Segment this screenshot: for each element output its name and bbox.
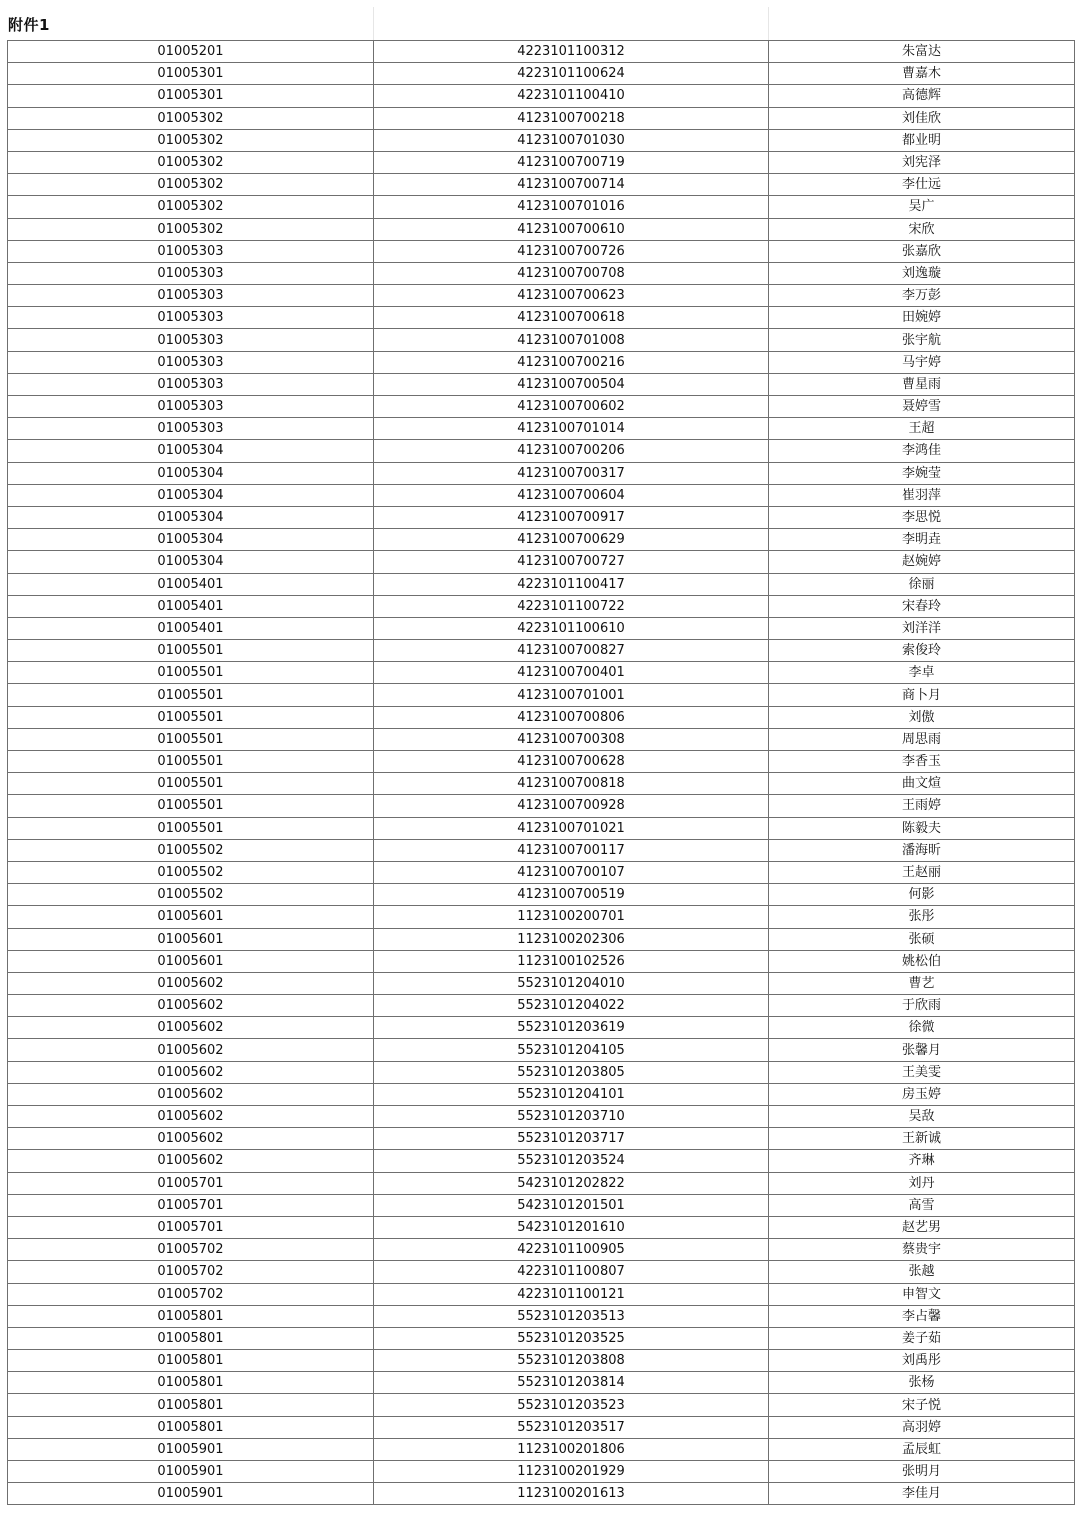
position-code-cell: 01005303	[8, 351, 374, 373]
candidate-name-cell: 刘洋洋	[769, 617, 1075, 639]
table-row	[8, 861, 1075, 883]
position-code-cell: 01005601	[8, 906, 374, 928]
candidate-name-cell: 王新诚	[769, 1128, 1075, 1150]
position-code-cell: 01005901	[8, 1438, 374, 1460]
exam-id-cell: 4223101100610	[374, 617, 769, 639]
table-row	[8, 1039, 1075, 1061]
exam-id-cell: 4123100700218	[374, 107, 769, 129]
candidate-name-cell: 刘逸璇	[769, 262, 1075, 284]
position-code-cell: 01005501	[8, 684, 374, 706]
exam-id-cell: 4223101100722	[374, 595, 769, 617]
table-row	[8, 1261, 1075, 1283]
position-code-cell: 01005303	[8, 285, 374, 307]
table-row	[8, 884, 1075, 906]
table-row	[8, 795, 1075, 817]
position-code-cell: 01005303	[8, 329, 374, 351]
exam-id-cell: 4123100700206	[374, 440, 769, 462]
position-code-cell: 01005401	[8, 617, 374, 639]
table-row	[8, 107, 1075, 129]
position-code-cell: 01005304	[8, 440, 374, 462]
position-code-cell: 01005602	[8, 995, 374, 1017]
candidate-name-cell: 高羽婷	[769, 1416, 1075, 1438]
table-row	[8, 129, 1075, 151]
candidate-name-cell: 刘傲	[769, 706, 1075, 728]
exam-id-cell: 4123100700629	[374, 529, 769, 551]
candidate-name-cell: 李思悦	[769, 506, 1075, 528]
candidate-name-cell: 宋子悦	[769, 1394, 1075, 1416]
position-code-cell: 01005501	[8, 751, 374, 773]
table-row	[8, 484, 1075, 506]
candidate-name-cell: 张明月	[769, 1461, 1075, 1483]
table-row	[8, 351, 1075, 373]
position-code-cell: 01005302	[8, 218, 374, 240]
position-code-cell: 01005701	[8, 1216, 374, 1238]
exam-id-cell: 4123100700602	[374, 396, 769, 418]
table-row	[8, 1216, 1075, 1238]
position-code-cell: 01005601	[8, 928, 374, 950]
exam-id-cell: 4223101100624	[374, 63, 769, 85]
candidate-name-cell: 李佳月	[769, 1483, 1075, 1505]
table-row	[8, 551, 1075, 573]
exam-id-cell: 1123100201929	[374, 1461, 769, 1483]
candidate-name-cell: 齐琳	[769, 1150, 1075, 1172]
candidate-name-cell: 王雨婷	[769, 795, 1075, 817]
exam-id-cell: 5523101203814	[374, 1372, 769, 1394]
table-row	[8, 617, 1075, 639]
table-row	[8, 1327, 1075, 1349]
table-row	[8, 839, 1075, 861]
candidate-name-cell: 何影	[769, 884, 1075, 906]
table-row	[8, 906, 1075, 928]
candidate-name-cell: 陈毅夫	[769, 817, 1075, 839]
position-code-cell: 01005602	[8, 1128, 374, 1150]
exam-id-cell: 4123100700317	[374, 462, 769, 484]
candidate-table	[7, 40, 1075, 1505]
exam-id-cell: 4123100701001	[374, 684, 769, 706]
candidate-name-cell: 蔡贵宇	[769, 1239, 1075, 1261]
table-row	[8, 1483, 1075, 1505]
exam-id-cell: 5523101204010	[374, 972, 769, 994]
exam-id-cell: 4123100701008	[374, 329, 769, 351]
table-row	[8, 262, 1075, 284]
exam-id-cell: 5523101203525	[374, 1327, 769, 1349]
exam-id-cell: 4223101100905	[374, 1239, 769, 1261]
position-code-cell: 01005701	[8, 1194, 374, 1216]
candidate-name-cell: 申智文	[769, 1283, 1075, 1305]
position-code-cell: 01005801	[8, 1394, 374, 1416]
table-row	[8, 1128, 1075, 1150]
table-row	[8, 773, 1075, 795]
position-code-cell: 01005602	[8, 1150, 374, 1172]
exam-id-cell: 1123100200701	[374, 906, 769, 928]
position-code-cell: 01005201	[8, 41, 374, 63]
position-code-cell: 01005301	[8, 85, 374, 107]
position-code-cell: 01005303	[8, 262, 374, 284]
candidate-name-cell: 曹星雨	[769, 373, 1075, 395]
exam-id-cell: 5523101203523	[374, 1394, 769, 1416]
table-row	[8, 995, 1075, 1017]
table-row	[8, 817, 1075, 839]
position-code-cell: 01005601	[8, 950, 374, 972]
position-code-cell: 01005303	[8, 373, 374, 395]
table-row	[8, 1350, 1075, 1372]
exam-id-cell: 5523101203717	[374, 1128, 769, 1150]
candidate-name-cell: 曹艺	[769, 972, 1075, 994]
table-row	[8, 1239, 1075, 1261]
candidate-name-cell: 崔羽萍	[769, 484, 1075, 506]
candidate-name-cell: 高德辉	[769, 85, 1075, 107]
position-code-cell: 01005303	[8, 307, 374, 329]
exam-id-cell: 4123100700714	[374, 174, 769, 196]
candidate-name-cell: 赵婉婷	[769, 551, 1075, 573]
position-code-cell: 01005302	[8, 174, 374, 196]
table-row	[8, 506, 1075, 528]
exam-id-cell: 4123100700623	[374, 285, 769, 307]
position-code-cell: 01005801	[8, 1305, 374, 1327]
exam-id-cell: 4123100700727	[374, 551, 769, 573]
candidate-name-cell: 张杨	[769, 1372, 1075, 1394]
candidate-name-cell: 张宇航	[769, 329, 1075, 351]
position-code-cell: 01005303	[8, 240, 374, 262]
table-row	[8, 1061, 1075, 1083]
candidate-name-cell: 李仕远	[769, 174, 1075, 196]
table-row	[8, 1394, 1075, 1416]
candidate-name-cell: 曲文煊	[769, 773, 1075, 795]
candidate-name-cell: 李香玉	[769, 751, 1075, 773]
table-row	[8, 329, 1075, 351]
position-code-cell: 01005702	[8, 1261, 374, 1283]
candidate-name-cell: 商卜月	[769, 684, 1075, 706]
position-code-cell: 01005501	[8, 773, 374, 795]
exam-id-cell: 4123100700216	[374, 351, 769, 373]
candidate-name-cell: 于欣雨	[769, 995, 1075, 1017]
table-row	[8, 1461, 1075, 1483]
position-code-cell: 01005401	[8, 573, 374, 595]
candidate-name-cell: 姚松伯	[769, 950, 1075, 972]
table-row	[8, 418, 1075, 440]
position-code-cell: 01005602	[8, 1106, 374, 1128]
position-code-cell: 01005801	[8, 1350, 374, 1372]
table-row	[8, 1150, 1075, 1172]
exam-id-cell: 5523101203808	[374, 1350, 769, 1372]
table-row	[8, 307, 1075, 329]
table-row	[8, 440, 1075, 462]
table-row	[8, 1416, 1075, 1438]
exam-id-cell: 4123100700308	[374, 728, 769, 750]
exam-id-cell: 5423101201501	[374, 1194, 769, 1216]
candidate-name-cell: 李婉莹	[769, 462, 1075, 484]
position-code-cell: 01005901	[8, 1483, 374, 1505]
exam-id-cell: 4123100700107	[374, 861, 769, 883]
position-code-cell: 01005501	[8, 662, 374, 684]
attachment-sheet	[7, 7, 1074, 1505]
table-row	[8, 174, 1075, 196]
exam-id-cell: 4123100700610	[374, 218, 769, 240]
table-row	[8, 1283, 1075, 1305]
position-code-cell: 01005702	[8, 1283, 374, 1305]
candidate-name-cell: 刘禹彤	[769, 1350, 1075, 1372]
candidate-name-cell: 李卓	[769, 662, 1075, 684]
candidate-name-cell: 赵艺男	[769, 1216, 1075, 1238]
exam-id-cell: 5523101204101	[374, 1083, 769, 1105]
position-code-cell: 01005501	[8, 817, 374, 839]
exam-id-cell: 4123100700928	[374, 795, 769, 817]
position-code-cell: 01005602	[8, 1039, 374, 1061]
exam-id-cell: 4123100700401	[374, 662, 769, 684]
position-code-cell: 01005301	[8, 63, 374, 85]
position-code-cell: 01005801	[8, 1327, 374, 1349]
position-code-cell: 01005602	[8, 1017, 374, 1039]
exam-id-cell: 5523101204105	[374, 1039, 769, 1061]
exam-id-cell: 4123100700719	[374, 151, 769, 173]
candidate-name-cell: 王超	[769, 418, 1075, 440]
candidate-name-cell: 李鸿佳	[769, 440, 1075, 462]
position-code-cell: 01005401	[8, 595, 374, 617]
candidate-name-cell: 姜子茹	[769, 1327, 1075, 1349]
candidate-name-cell: 刘佳欣	[769, 107, 1075, 129]
candidate-name-cell: 朱富达	[769, 41, 1075, 63]
position-code-cell: 01005304	[8, 462, 374, 484]
table-row	[8, 662, 1075, 684]
table-row	[8, 462, 1075, 484]
table-row	[8, 1083, 1075, 1105]
exam-id-cell: 4123100700818	[374, 773, 769, 795]
candidate-name-cell: 潘海昕	[769, 839, 1075, 861]
exam-id-cell: 4123100700604	[374, 484, 769, 506]
exam-id-cell: 4123100700806	[374, 706, 769, 728]
exam-id-cell: 5523101204022	[374, 995, 769, 1017]
exam-id-cell: 4123100700504	[374, 373, 769, 395]
position-code-cell: 01005501	[8, 795, 374, 817]
exam-id-cell: 4123100700827	[374, 640, 769, 662]
exam-id-cell: 5523101203524	[374, 1150, 769, 1172]
exam-id-cell: 5523101203517	[374, 1416, 769, 1438]
position-code-cell: 01005801	[8, 1372, 374, 1394]
position-code-cell: 01005502	[8, 861, 374, 883]
candidate-name-cell: 吴广	[769, 196, 1075, 218]
candidate-name-cell: 吴敌	[769, 1106, 1075, 1128]
exam-id-cell: 4123100700628	[374, 751, 769, 773]
table-row	[8, 595, 1075, 617]
table-row	[8, 1372, 1075, 1394]
exam-id-cell: 5523101203805	[374, 1061, 769, 1083]
position-code-cell: 01005304	[8, 506, 374, 528]
exam-id-cell: 4123100700519	[374, 884, 769, 906]
position-code-cell: 01005502	[8, 839, 374, 861]
position-code-cell: 01005304	[8, 529, 374, 551]
candidate-name-cell: 张馨月	[769, 1039, 1075, 1061]
candidate-name-cell: 房玉婷	[769, 1083, 1075, 1105]
position-code-cell: 01005901	[8, 1461, 374, 1483]
exam-id-cell: 1123100102526	[374, 950, 769, 972]
heading-row	[7, 7, 1074, 40]
exam-id-cell: 5523101203619	[374, 1017, 769, 1039]
position-code-cell: 01005302	[8, 129, 374, 151]
position-code-cell: 01005303	[8, 396, 374, 418]
position-code-cell: 01005602	[8, 1061, 374, 1083]
table-row	[8, 285, 1075, 307]
candidate-name-cell: 张彤	[769, 906, 1075, 928]
table-row	[8, 1106, 1075, 1128]
table-row	[8, 972, 1075, 994]
table-row	[8, 373, 1075, 395]
table-row	[8, 950, 1075, 972]
position-code-cell: 01005801	[8, 1416, 374, 1438]
position-code-cell: 01005501	[8, 728, 374, 750]
table-row	[8, 1194, 1075, 1216]
position-code-cell: 01005701	[8, 1172, 374, 1194]
position-code-cell: 01005304	[8, 484, 374, 506]
table-body	[8, 41, 1075, 1505]
table-row	[8, 1305, 1075, 1327]
position-code-cell: 01005302	[8, 196, 374, 218]
candidate-name-cell: 王美雯	[769, 1061, 1075, 1083]
candidate-name-cell: 周思雨	[769, 728, 1075, 750]
position-code-cell: 01005304	[8, 551, 374, 573]
candidate-name-cell: 徐微	[769, 1017, 1075, 1039]
page-title: 附件1	[8, 16, 50, 34]
exam-id-cell: 4123100700708	[374, 262, 769, 284]
position-code-cell: 01005302	[8, 151, 374, 173]
exam-id-cell: 5423101202822	[374, 1172, 769, 1194]
table-row	[8, 85, 1075, 107]
exam-id-cell: 5523101203513	[374, 1305, 769, 1327]
exam-id-cell: 4223101100312	[374, 41, 769, 63]
table-row	[8, 928, 1075, 950]
position-code-cell: 01005501	[8, 706, 374, 728]
candidate-name-cell: 王赵丽	[769, 861, 1075, 883]
exam-id-cell: 4123100700917	[374, 506, 769, 528]
position-code-cell: 01005602	[8, 972, 374, 994]
candidate-name-cell: 都业明	[769, 129, 1075, 151]
candidate-name-cell: 刘宪泽	[769, 151, 1075, 173]
candidate-name-cell: 张越	[769, 1261, 1075, 1283]
position-code-cell: 01005602	[8, 1083, 374, 1105]
position-code-cell: 01005502	[8, 884, 374, 906]
table-row	[8, 41, 1075, 63]
candidate-name-cell: 田婉婷	[769, 307, 1075, 329]
candidate-name-cell: 宋欣	[769, 218, 1075, 240]
exam-id-cell: 1123100202306	[374, 928, 769, 950]
candidate-name-cell: 孟辰虹	[769, 1438, 1075, 1460]
table-row	[8, 1172, 1075, 1194]
position-code-cell: 01005702	[8, 1239, 374, 1261]
exam-id-cell: 4123100701016	[374, 196, 769, 218]
position-code-cell: 01005501	[8, 640, 374, 662]
table-row	[8, 706, 1075, 728]
exam-id-cell: 4223101100121	[374, 1283, 769, 1305]
exam-id-cell: 4123100701021	[374, 817, 769, 839]
exam-id-cell: 4123100700726	[374, 240, 769, 262]
candidate-name-cell: 曹嘉木	[769, 63, 1075, 85]
position-code-cell: 01005302	[8, 107, 374, 129]
exam-id-cell: 4123100701030	[374, 129, 769, 151]
candidate-name-cell: 李万彭	[769, 285, 1075, 307]
candidate-name-cell: 宋春玲	[769, 595, 1075, 617]
table-row	[8, 1438, 1075, 1460]
table-row	[8, 63, 1075, 85]
exam-id-cell: 4223101100410	[374, 85, 769, 107]
candidate-name-cell: 马宇婷	[769, 351, 1075, 373]
candidate-name-cell: 索俊玲	[769, 640, 1075, 662]
header-divider	[768, 7, 769, 40]
exam-id-cell: 4223101100417	[374, 573, 769, 595]
table-row	[8, 640, 1075, 662]
exam-id-cell: 1123100201613	[374, 1483, 769, 1505]
candidate-name-cell: 刘丹	[769, 1172, 1075, 1194]
candidate-name-cell: 徐丽	[769, 573, 1075, 595]
table-row	[8, 751, 1075, 773]
table-row	[8, 529, 1075, 551]
exam-id-cell: 4123100700618	[374, 307, 769, 329]
table-row	[8, 728, 1075, 750]
exam-id-cell: 4123100700117	[374, 839, 769, 861]
exam-id-cell: 5523101203710	[374, 1106, 769, 1128]
header-divider	[373, 7, 374, 40]
table-row	[8, 1017, 1075, 1039]
candidate-name-cell: 李明垚	[769, 529, 1075, 551]
exam-id-cell: 4123100701014	[374, 418, 769, 440]
table-row	[8, 396, 1075, 418]
position-code-cell: 01005303	[8, 418, 374, 440]
table-row	[8, 240, 1075, 262]
candidate-name-cell: 高雪	[769, 1194, 1075, 1216]
candidate-name-cell: 聂婷雪	[769, 396, 1075, 418]
table-row	[8, 151, 1075, 173]
exam-id-cell: 5423101201610	[374, 1216, 769, 1238]
candidate-name-cell: 张硕	[769, 928, 1075, 950]
table-row	[8, 196, 1075, 218]
table-row	[8, 573, 1075, 595]
candidate-name-cell: 张嘉欣	[769, 240, 1075, 262]
exam-id-cell: 1123100201806	[374, 1438, 769, 1460]
table-row	[8, 218, 1075, 240]
candidate-name-cell: 李占馨	[769, 1305, 1075, 1327]
table-row	[8, 684, 1075, 706]
exam-id-cell: 4223101100807	[374, 1261, 769, 1283]
